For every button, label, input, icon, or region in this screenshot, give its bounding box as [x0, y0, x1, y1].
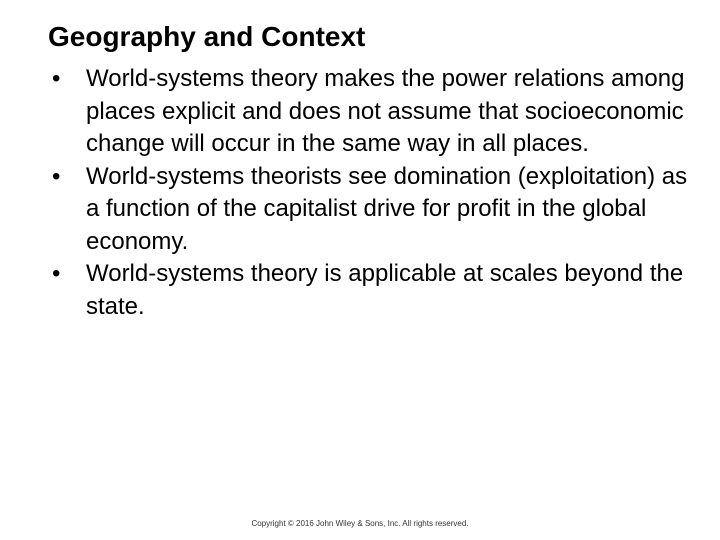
bullet-item [52, 258, 702, 323]
bullet-item [52, 161, 702, 259]
bullet-marker: • [52, 65, 61, 92]
bullet-item [52, 63, 702, 161]
bullet-text: World-systems theorists see domination (exploitation) as a function of the capitalist drive for profit in the global economy. [86, 162, 688, 255]
bullet-marker: • [52, 162, 61, 190]
bullet-marker: • [52, 260, 61, 287]
bullet-text: World-systems theory makes the power relations among places explicit and does not assume that socioeconomic change will occur in the same way in all places. [86, 65, 685, 157]
bullet-list [52, 63, 702, 323]
bullet-text: World-systems theory is applicable at scales beyond the state. [86, 260, 684, 320]
copyright-footer: Copyright © 2016 John Wiley & Sons, Inc. All rights reserved. [251, 519, 469, 528]
slide-title: Geography and Context [48, 21, 366, 52]
